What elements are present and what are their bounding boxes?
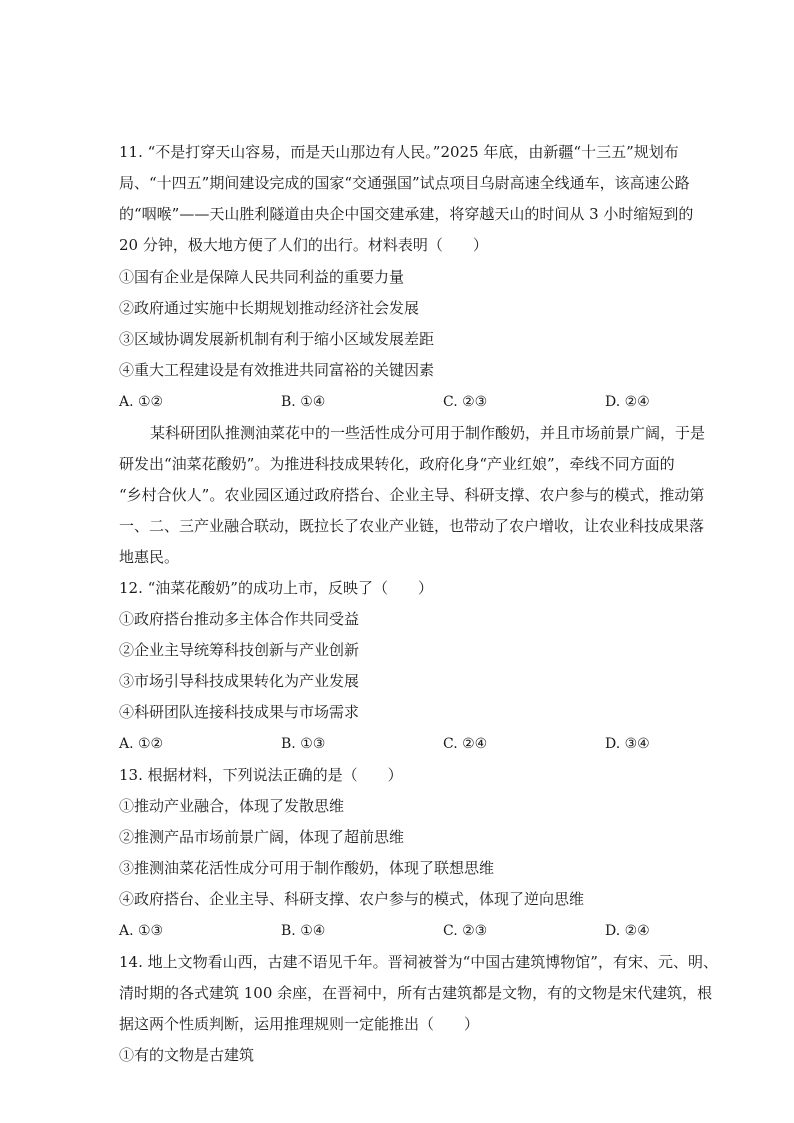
material-line-1: 某科研团队推测油菜花中的一些活性成分可用于制作酸奶，并且市场前景广阔，于是 (150, 424, 706, 442)
q11-option-c: C. ②③ (443, 394, 488, 410)
q13-option-a: A. ①③ (119, 923, 164, 939)
q12-item-2: ②企业主导统筹科技创新与产业创新 (119, 641, 360, 659)
q13-option-b: B. ①④ (281, 923, 326, 939)
q13-option-d: D. ②④ (605, 923, 650, 939)
q13-item-2: ②推测产品市场前景广阔，体现了超前思维 (119, 828, 405, 846)
q14-item-1: ①有的文物是古建筑 (119, 1046, 255, 1064)
q12-option-b: B. ①③ (281, 736, 326, 752)
material-line-2: 研发出“油菜花酸奶”。为推进科技成果转化，政府化身“产业红娘”，牵线不同方面的 (119, 455, 675, 473)
q11-option-d: D. ②④ (605, 394, 650, 410)
q11-stem-line-3: 的“咽喉”——天山胜利隧道由央企中国交建承建，将穿越天山的时间从 3 小时缩短到的 (119, 205, 694, 223)
material-line-3: “乡村合伙人”。农业园区通过政府搭台、企业主导、科研支撑、农户参与的模式，推动第 (119, 486, 705, 504)
q12-item-1: ①政府搭台推动多主体合作共同受益 (119, 610, 360, 628)
q14-stem-line-3: 据这两个性质判断，运用推理规则一定能推出（ ） (119, 1015, 480, 1033)
q11-option-a: A. ①② (119, 394, 164, 410)
q12-stem: 12. “油菜花酸奶”的成功上市，反映了（ ） (119, 579, 433, 597)
q12-item-4: ④科研团队连接科技成果与市场需求 (119, 703, 360, 721)
q11-stem-line-2: 局、“十四五”期间建设完成的国家“交通强国”试点项目乌尉高速全线通车，该高速公路 (119, 174, 690, 192)
q13-stem: 13. 根据材料，下列说法正确的是（ ） (119, 766, 403, 784)
q11-item-4: ④重大工程建设是有效推进共同富裕的关键因素 (119, 361, 435, 379)
q13-item-4: ④政府搭台、企业主导、科研支撑、农户参与的模式，体现了逆向思维 (119, 890, 585, 908)
q13-option-c: C. ②③ (443, 923, 488, 939)
q11-item-2: ②政府通过实施中长期规划推动经济社会发展 (119, 299, 420, 317)
q11-stem-line-4: 20 分钟，极大地方便了人们的出行。材料表明（ ） (119, 236, 488, 254)
q12-option-c: C. ②④ (443, 736, 488, 752)
material-line-5: 地惠民。 (119, 548, 180, 566)
q14-stem-line-1: 14. 地上文物看山西，古建不语见千年。晋祠被誉为“中国古建筑博物馆”，有宋、元、明、 (119, 953, 718, 971)
q11-item-3: ③区域协调发展新机制有利于缩小区域发展差距 (119, 330, 435, 348)
q12-option-a: A. ①② (119, 736, 164, 752)
q12-item-3: ③市场引导科技成果转化为产业发展 (119, 672, 360, 690)
q12-option-d: D. ③④ (605, 736, 650, 752)
material-line-4: 一、二、三产业融合联动，既拉长了农业产业链，也带动了农户增收，让农业科技成果落 (119, 517, 705, 535)
q11-item-1: ①国有企业是保障人民共同利益的重要力量 (119, 268, 405, 286)
q13-item-3: ③推测油菜花活性成分可用于制作酸奶，体现了联想思维 (119, 859, 495, 877)
q14-stem-line-2: 清时期的各式建筑 100 余座，在晋祠中，所有古建筑都是文物，有的文物是宋代建筑，根 (119, 984, 713, 1002)
q13-item-1: ①推动产业融合，体现了发散思维 (119, 797, 345, 815)
q11-stem-line-1: 11. “不是打穿天山容易，而是天山那边有人民。”2025 年底，由新疆“十三五”规划布 (119, 143, 679, 161)
q11-option-b: B. ①④ (281, 394, 326, 410)
